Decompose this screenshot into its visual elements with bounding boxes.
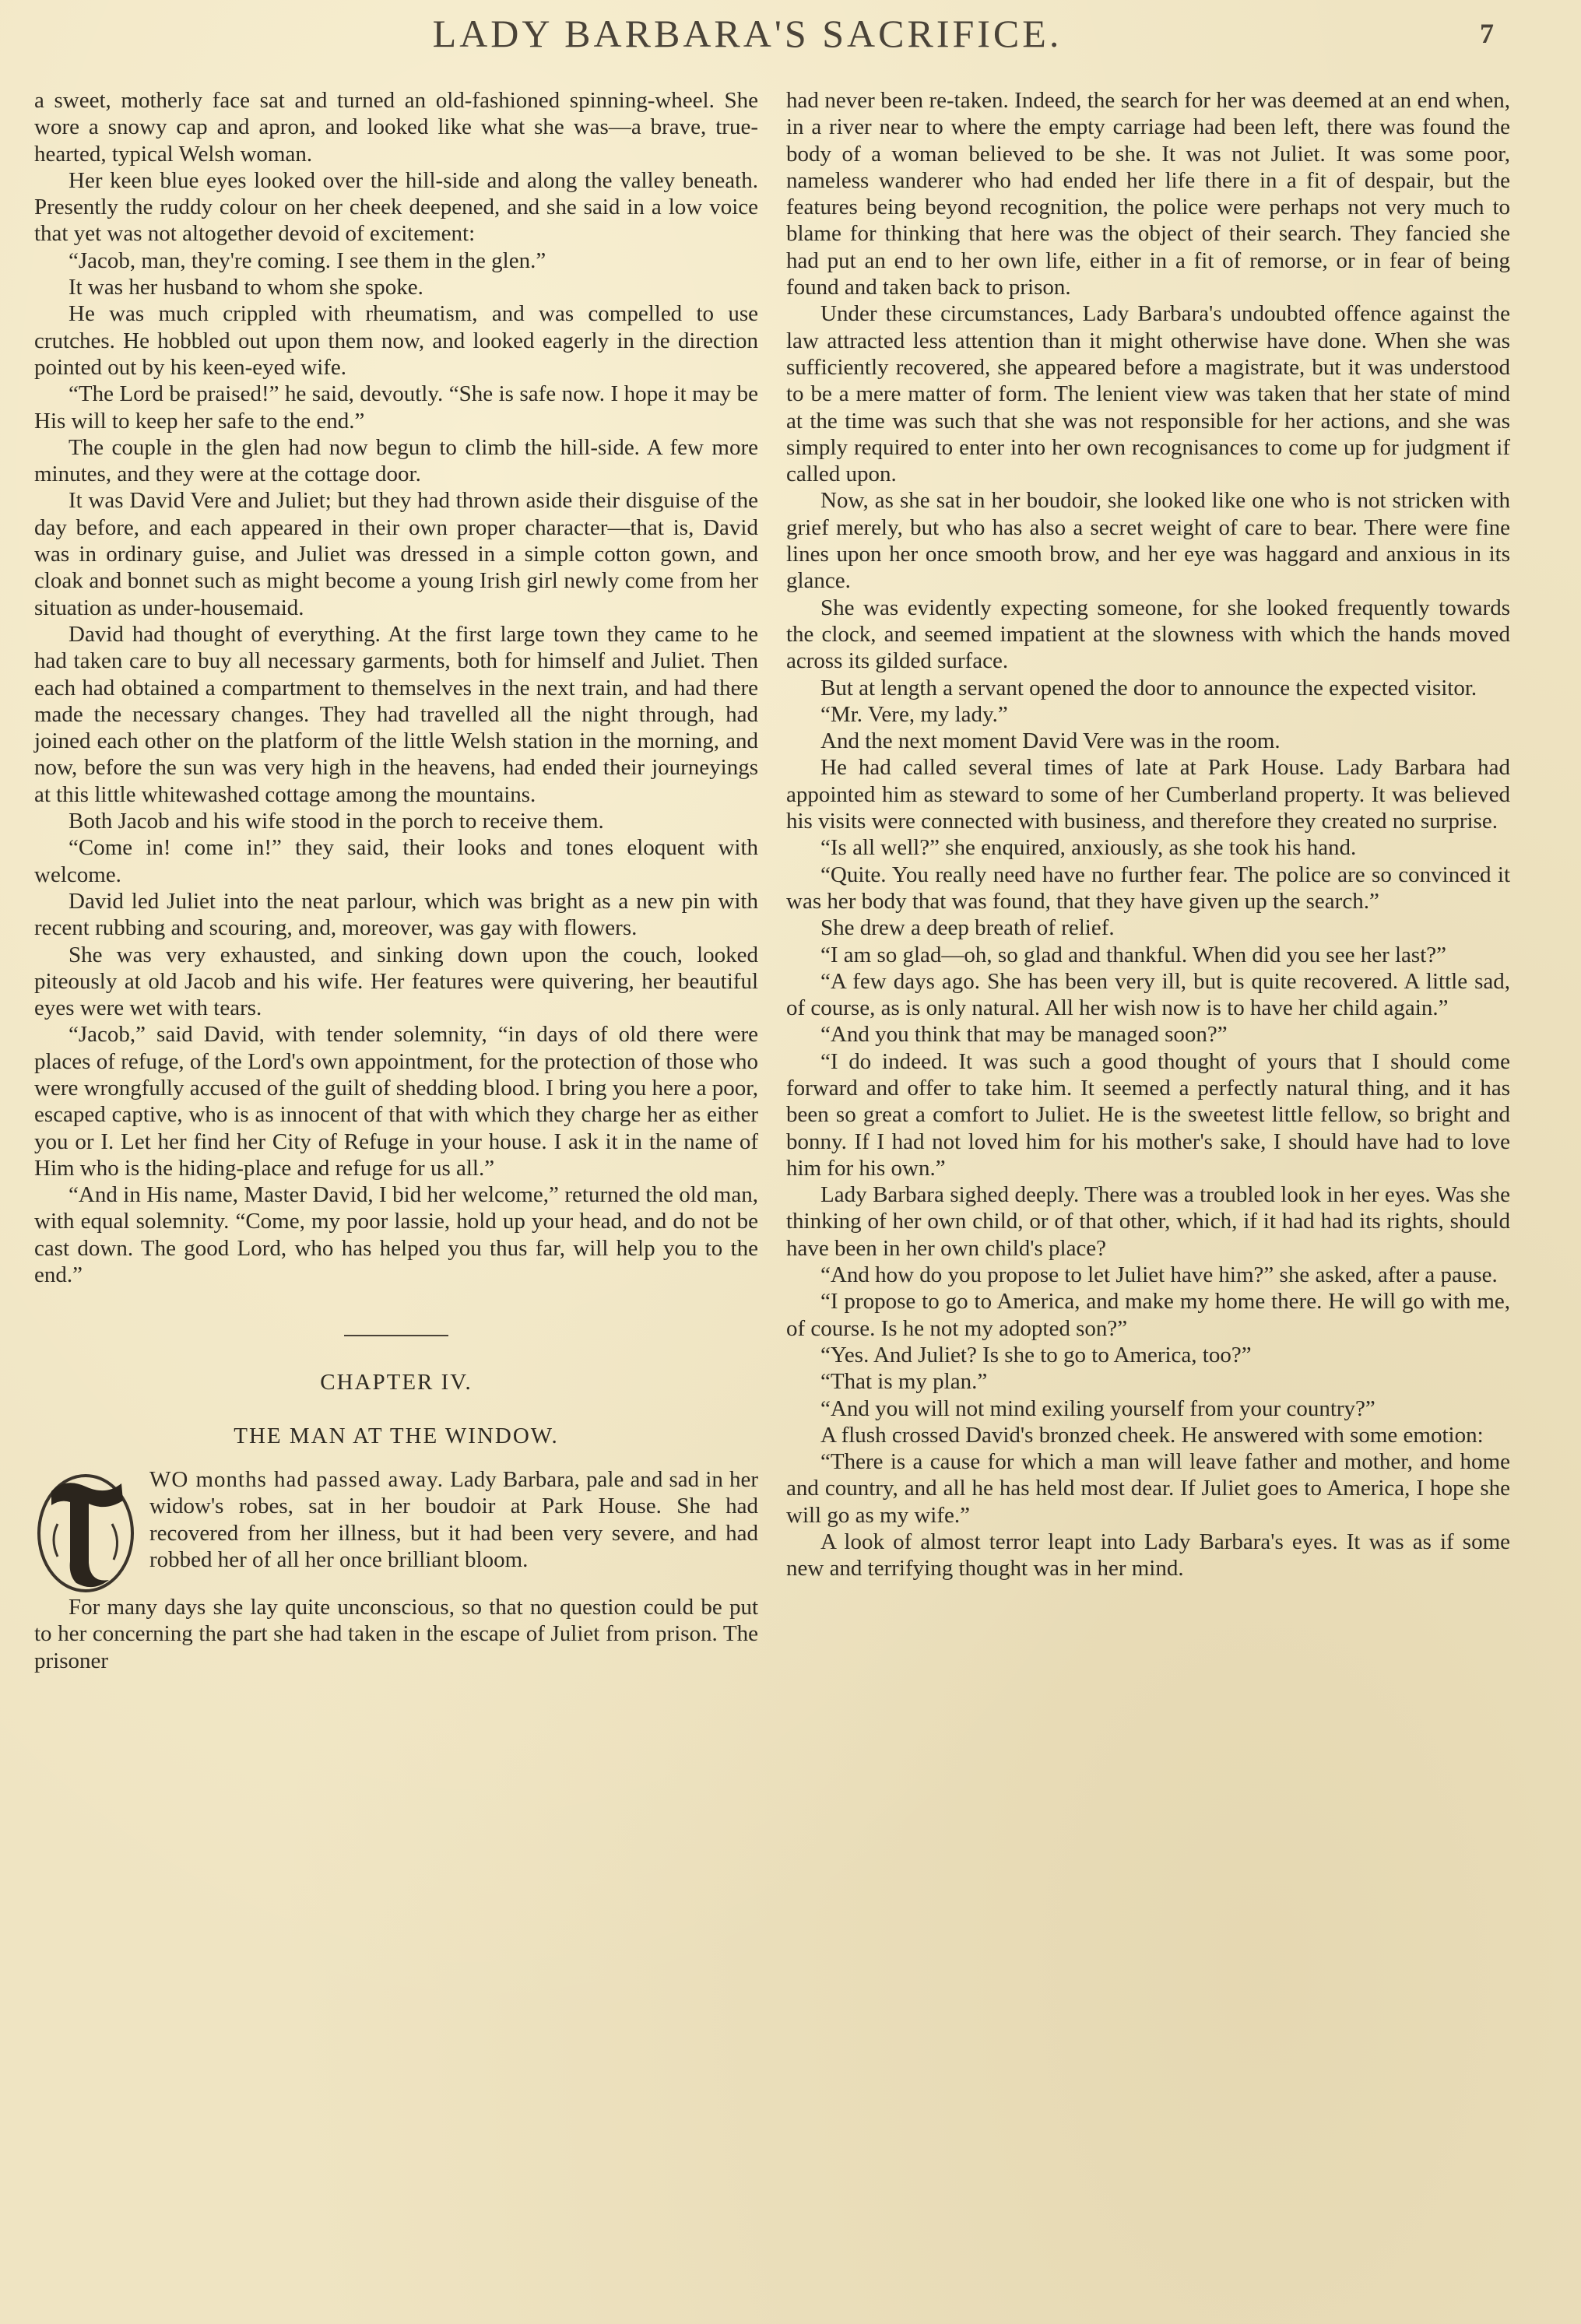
paragraph: It was David Vere and Juliet; but they had thrown aside their disguise of the day before, and each appeared in their own proper character—that is, David was in ordinary guise, and Juliet was dressed in a simple cotton gown, and cloak and bonnet such as might become a young Irish girl newly come from her situation as under-housemaid. bbox=[34, 488, 758, 620]
paragraph: For many days she lay quite unconscious, so that no question could be put to her concerning the part she had taken in the escape of Juliet from prison. The prisoner bbox=[34, 1594, 758, 1673]
paragraph: “Come in! come in!” they said, their looks and tones eloquent with welcome. bbox=[34, 835, 758, 887]
section-divider bbox=[344, 1335, 448, 1336]
paragraph: A flush crossed David's bronzed cheek. He answered with some emotion: bbox=[820, 1422, 1484, 1448]
paragraph: “There is a cause for which a man will leave father and mother, and home and country, and all he has held most dear. If Juliet goes to America, I hope she will go as my wife.” bbox=[786, 1449, 1510, 1528]
chapter-opening-text: Lady Barbara, pale and sad in her widow's robes, sat in her boudoir at Park House. She had recovered from her illness, but it had been very severe, and had robbed her of all her once brilliant bloom. bbox=[149, 1466, 759, 1572]
paragraph: “Quite. You really need have no further fear. The police are so convinced it was her body that was found, that they have given up the search.” bbox=[786, 862, 1510, 914]
paragraph: He had called several times of late at Park House. Lady Barbara had appointed him as steward to some of her Cumberland property. It was believed his visits were connected with business, and therefore they created no surprise. bbox=[786, 755, 1510, 834]
paragraph: “A few days ago. She has been very ill, but is quite recovered. A little sad, of course, as is only natural. All her wish now is to have her child again.” bbox=[786, 968, 1510, 1021]
paragraph: Under these circumstances, Lady Barbara's undoubted offence against the law attracted less attention than it might otherwise have done. When she was sufficiently recovered, she appeared before a magistrate, but it was understood to be a mere matter of form. The lenient view was taken that her state of mind at the time was such that she was not responsible for her actions, and she was simply required to enter into her own recognisances to come up for judgment if called upon. bbox=[786, 301, 1510, 487]
paragraph: She drew a deep breath of relief. bbox=[820, 915, 1115, 941]
paragraph: David led Juliet into the neat parlour, which was bright as a new pin with recent rubbing and scouring, and, moreover, was gay with flowers. bbox=[34, 888, 758, 941]
paragraph: a sweet, motherly face sat and turned an old-fashioned spinning-wheel. She wore a snowy cap and apron, and looked like what she was—a brave, true-hearted, typical Welsh woman. bbox=[34, 88, 758, 167]
paragraph: “And you will not mind exiling yourself from your country?” bbox=[820, 1395, 1375, 1421]
paragraph: He was much crippled with rheumatism, and was compelled to use crutches. He hobbled out upon them now, and looked eagerly in the direction pointed out by his keen-eyed wife. bbox=[34, 301, 758, 380]
paragraph: Both Jacob and his wife stood in the porch to receive them. bbox=[69, 809, 604, 834]
chapter-number: CHAPTER IV. bbox=[320, 1370, 473, 1395]
paragraph: “And you think that may be managed soon?” bbox=[820, 1022, 1228, 1048]
dropcap-t-icon bbox=[34, 1469, 135, 1594]
right-column bbox=[786, 87, 1510, 1582]
paragraph: She was evidently expecting someone, for she looked frequently towards the clock, and seemed impatient at the slowness with which the hands moved across its gilded surface. bbox=[786, 595, 1510, 674]
paragraph: “I am so glad—oh, so glad and thankful. When did you see her last?” bbox=[820, 942, 1446, 967]
running-title: LADY BARBARA'S SACRIFICE. bbox=[432, 12, 1063, 55]
paragraph: had never been re-taken. Indeed, the search for her was deemed at an end when, in a river near to where the empty carriage had been left, there was found the body of a woman believed to be she. It was not Juliet. It was some poor, nameless wanderer who had ended her life there in a fit of despair, but the features being beyond recognition, the police were perhaps not very much to blame for thinking that here was the object of their search. They fancied she had put an end to her own life, either in a fit of remorse, or in fear of being found and taken back to prison. bbox=[786, 88, 1510, 300]
chapter-title: THE MAN AT THE WINDOW. bbox=[234, 1423, 559, 1448]
paragraph: Lady Barbara sighed deeply. There was a troubled look in her eyes. Was she thinking of her own child, or of that other, which, if it had had its rights, should have been in her own child's place? bbox=[786, 1182, 1510, 1261]
paragraph: Now, as she sat in her boudoir, she looked like one who is not stricken with grief merely, but who has also a secret weight of care to bear. There were fine lines upon her once smooth brow, and her eye was haggard and anxious in its glance. bbox=[786, 488, 1510, 594]
page-header bbox=[0, 11, 1581, 65]
paragraph: “I propose to go to America, and make my home there. He will go with me, of course. Is he not my adopted son?” bbox=[786, 1289, 1510, 1341]
chapter-opening-paragraph bbox=[34, 1466, 758, 1573]
paragraph: She was very exhausted, and sinking down upon the couch, looked piteously at old Jacob and his wife. Her features were quivering, her beautiful eyes were wet with tears. bbox=[34, 942, 758, 1021]
chapter-lead-text: WO months had passed away. bbox=[149, 1466, 444, 1492]
paragraph: “Mr. Vere, my lady.” bbox=[820, 701, 1008, 727]
paragraph: A look of almost terror leapt into Lady Barbara's eyes. It was as if some new and terrifying thought was in her mind. bbox=[786, 1529, 1510, 1582]
paragraph: “Is all well?” she enquired, anxiously, as she took his hand. bbox=[820, 835, 1357, 861]
paragraph: “Yes. And Juliet? Is she to go to America, too?” bbox=[820, 1342, 1252, 1367]
paragraph: But at length a servant opened the door to announce the expected visitor. bbox=[820, 675, 1477, 700]
paragraph: “The Lord be praised!” he said, devoutly. “She is safe now. I hope it may be His will to keep her safe to the end.” bbox=[34, 381, 758, 434]
paragraph: It was her husband to whom she spoke. bbox=[69, 275, 423, 300]
left-column bbox=[34, 87, 758, 1674]
paragraph: The couple in the glen had now begun to climb the hill-side. A few more minutes, and they were at the cottage door. bbox=[34, 434, 758, 487]
paragraph: “I do indeed. It was such a good thought of yours that I should come forward and offer to take him. It seemed a perfectly natural thing, and it has been so great a comfort to Juliet. He is the sweetest little fellow, so bright and bonny. If I had not loved him for his mother's sake, I should have had to love him for his own.” bbox=[786, 1048, 1510, 1181]
paragraph: “Jacob, man, they're coming. I see them in the glen.” bbox=[69, 247, 546, 273]
paragraph: “And in His name, Master David, I bid her welcome,” returned the old man, with equal solemnity. “Come, my poor lassie, hold up your head, and do not be cast down. The good Lord, who has helped you thus far, will help you to the end.” bbox=[34, 1182, 758, 1288]
page-number: 7 bbox=[1480, 18, 1494, 49]
paragraph: And the next moment David Vere was in the room. bbox=[820, 728, 1281, 754]
paragraph: “That is my plan.” bbox=[820, 1369, 988, 1395]
paragraph: “Jacob,” said David, with tender solemnity, “in days of old there were places of refuge, of the Lord's own appointment, for the protection of those who were wrongfully accused of the guilt of shedding blood. I bring you here a poor, escaped captive, who is as innocent of that with which they charge her as either you or I. Let her find her City of Refuge in your house. I ask it in the name of Him who is the hiding-place and refuge for us all.” bbox=[34, 1022, 758, 1181]
paragraph: David had thought of everything. At the first large town they came to he had taken care to buy all necessary garments, both for himself and Juliet. Then each had obtained a compartment to themselves in the next train, and had there made the necessary changes. They had travelled all the night through, had joined each other on the platform of the little Welsh station in the morning, and now, before the sun was very high in the heavens, had ended their journeyings at this little whitewashed cottage among the mountains. bbox=[34, 621, 758, 807]
paragraph: Her keen blue eyes looked over the hill-side and along the valley beneath. Presently the ruddy colour on her cheek deepened, and she said in a low voice that yet was not altogether devoid of excitement: bbox=[34, 167, 758, 247]
ornamental-dropcap bbox=[34, 1469, 135, 1594]
paragraph: “And how do you propose to let Juliet have him?” she asked, after a pause. bbox=[820, 1262, 1498, 1288]
